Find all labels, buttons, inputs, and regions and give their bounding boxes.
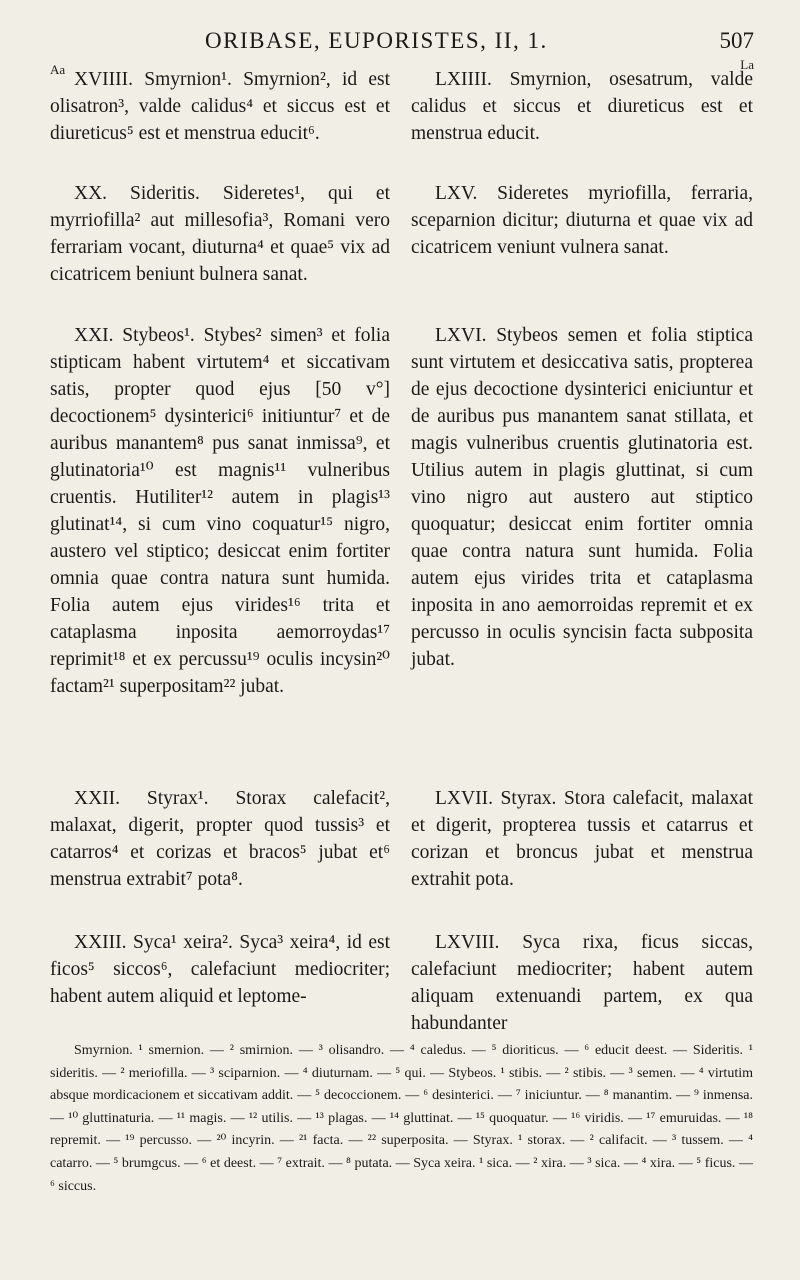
footnotes <box>50 1040 753 1198</box>
margin-mark-right: La <box>740 57 754 72</box>
page-number: 507 <box>719 28 754 53</box>
right-entry-lxvii: LXVII. Styrax. Stora calefacit, malaxat et digerit, propterea tussis et catarrus et corizan et broncus jubat et menstrua extrahit pota. <box>411 788 753 890</box>
right-entry-lxv: LXV. Sideretes myriofilla, ferraria, sceparnion dicitur; diuturna et quae vix ad cicatricem veniunt vulnera sanat. <box>411 183 753 258</box>
left-entry-xviiii: XVIIII. Smyrnion¹. Smyrnion², id est olisatron³, valde calidus⁴ et siccus est et diureticus⁵ est et menstrua educit⁶. <box>50 69 390 144</box>
left-entry-xxi: XXI. Stybeos¹. Stybes² simen³ et folia stipticam habent virtutem⁴ et siccativam satis, propter quod ejus [50 v°] decoctionem⁵ dysinterici⁶ initiuntur⁷ et de auribus manantem⁸ pus sanat inmissa⁹, et glutinatoria¹⁰ est magnis¹¹ vulneribus cruentis. Hutiliter¹² autem in plagis¹³ glutinat¹⁴, si cum vino coquatur¹⁵ nigro, austero vel stiptico; desiccat enim fortiter omnia quae contra natura sunt humida. Folia autem ejus virides¹⁶ trita et cataplasma inposita aemorroydas¹⁷ reprimit¹⁸ et ex percussu¹⁹ oculis incysin²⁰ factam²¹ superpositam²² jubat. <box>50 325 390 697</box>
right-entry-lxviii: LXVIII. Syca rixa, ficus siccas, calefaciunt mediocriter; habent autem aliquam extenuandi partem, ex qua habundanter <box>411 932 753 1034</box>
right-entry-lxiiii: LXIIII. Smyrnion, osesatrum, valde calidus et siccus et diureticus est et menstrua educit. <box>411 69 753 144</box>
right-entry-lxvi: LXVI. Stybeos semen et folia stiptica sunt virtutem et desiccativa satis, propterea de ejus decoctione dysinterici eniciuntur et de auribus pus manantem sanat stillata, et magis vulneribus cruentis glutinatoria est. Utilius autem in plagis gluttinat, si cum vino nigro aut austero aut stiptico quoquatur; desiccat enim fortiter omnia quae contra natura sunt humida. Folia autem ejus virides trita et cataplasma inposita in ano aemorroidas repremit et ex percusso in oculis syncisin facta subposita jubat. <box>411 325 753 670</box>
left-entry-xxii: XXII. Styrax¹. Storax calefacit², malaxat, digerit, propter quod tussis³ et catarros⁴ et corizas et bracos⁵ jubat et⁶ menstrua extrabit⁷ pota⁸. <box>50 788 390 890</box>
footnote-apparatus: Smyrnion. ¹ smernion. — ² smirnion. — ³ olisandro. — ⁴ caledus. — ⁵ dioriticus. — ⁶ educit deest. — Sideritis. ¹ sideritis. — ² meriofilla. — ³ sciparnion. — ⁴ diuturnam. — ⁵ qui. — Stybeos. ¹ stibis. — ² stibis. — ³ semen. — ⁴ virtutim absque mordicacionem et siccativam addit. — ⁵ decoccionem. — ⁶ desinterici. — ⁷ iniciuntur. — ⁸ manantim. — ⁹ inmensa. — ¹⁰ gluttinaturia. — ¹¹ magis. — ¹² utilis. — ¹³ plagas. — ¹⁴ gluttinat. — ¹⁵ quoquatur. — ¹⁶ viridis. — ¹⁷ emuruidas. — ¹⁸ repremit. — ¹⁹ percusso. — ²⁰ incyrin. — ²¹ facta. — ²² superposita. — Styrax. ¹ storax. — ² califacit. — ³ tussem. — ⁴ catarro. — ⁵ brumgcus. — ⁶ et deest. — ⁷ extrait. — ⁸ putata. — Syca xeira. ¹ sica. — ² xira. — ³ sica. — ⁴ xira. — ⁵ ficus. — ⁶ siccus. <box>50 1043 753 1194</box>
margin-mark-left: Aa <box>50 62 66 77</box>
running-title: ORIBASE, EUPORISTES, II, 1. <box>205 28 548 53</box>
running-header <box>0 28 800 60</box>
left-entry-xx: XX. Sideritis. Sideretes¹, qui et myrriofilla² aut millesofia³, Romani vero ferrariam vocant, diuturna⁴ et quae⁵ vix ad cicatricem beniunt bulnera sanat. <box>50 183 390 285</box>
left-entry-xxiii: XXIII. Syca¹ xeira². Syca³ xeira⁴, id est ficos⁵ siccos⁶, calefaciunt mediocriter; habent autem aliquid et leptome- <box>50 932 390 1007</box>
